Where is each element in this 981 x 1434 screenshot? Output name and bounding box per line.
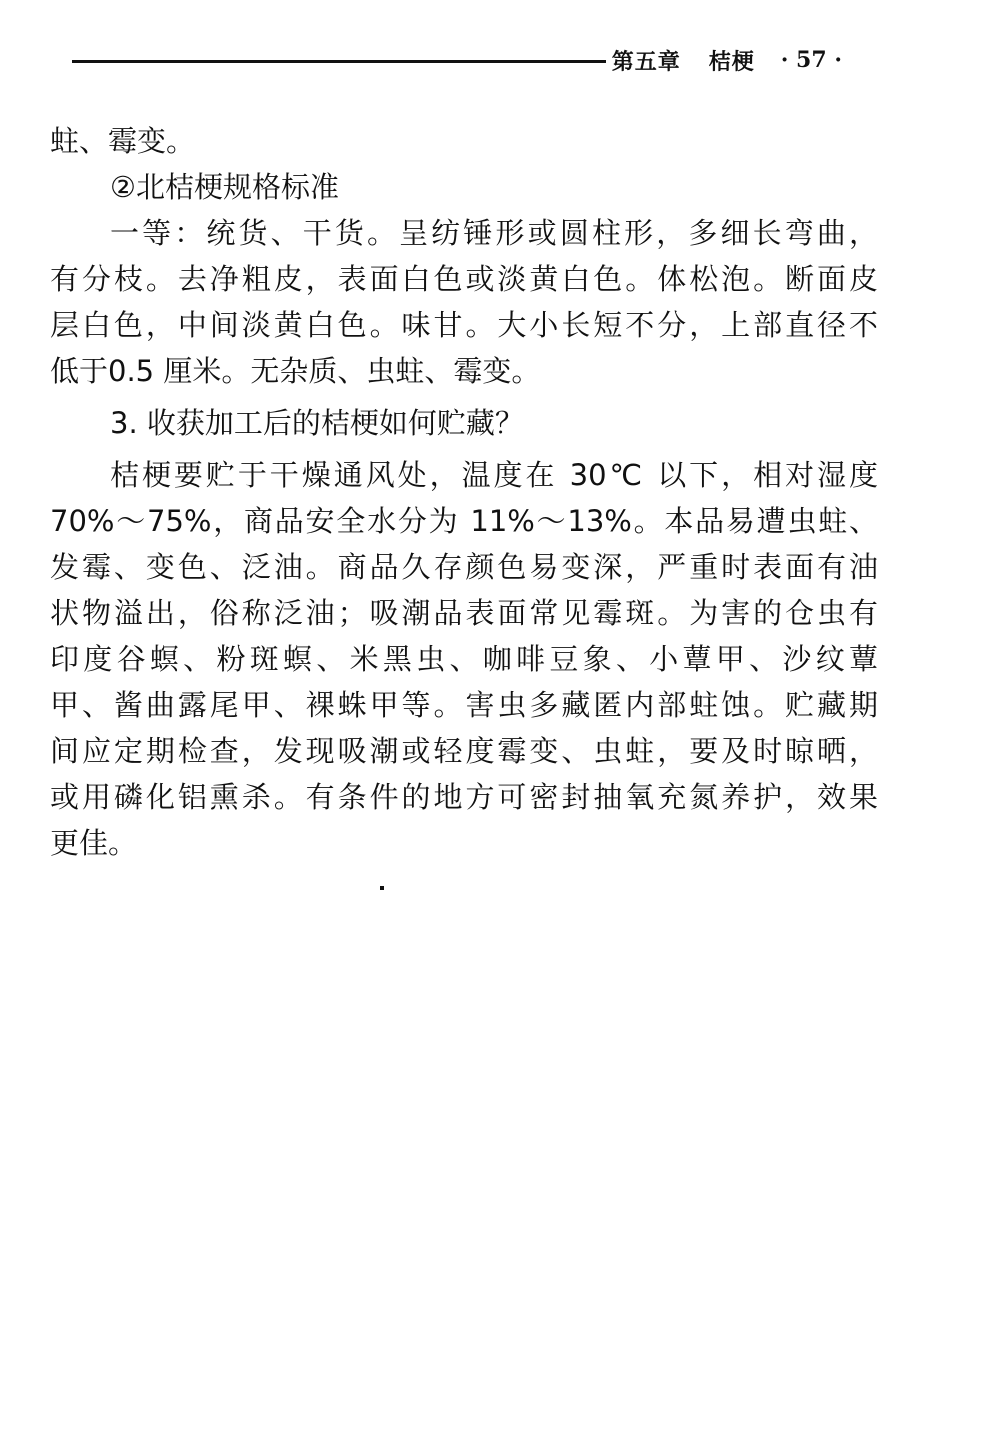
body-line: 70%～75%，商品安全水分为 11%～13%。本品易遭虫蛀、	[50, 504, 878, 538]
body-line: 或用磷化铝熏杀。有条件的地方可密封抽氧充氮养护，效果	[50, 780, 878, 814]
body-line: 一等：统货、干货。呈纺锤形或圆柱形，多细长弯曲，	[110, 216, 878, 250]
chapter-label: 第五章	[611, 48, 681, 75]
body-line: 桔梗要贮于干燥通风处，温度在 30℃ 以下，相对湿度	[110, 458, 878, 492]
header-rule	[72, 60, 606, 63]
body-line: 发霉、变色、泛油。商品久存颜色易变深，严重时表面有油	[50, 550, 878, 584]
body-line: 蛀、霉变。	[50, 124, 196, 158]
scan-speck	[380, 886, 384, 890]
body-line: 甲、酱曲露尾甲、裸蛛甲等。害虫多藏匿内部蛀蚀。贮藏期	[50, 688, 878, 722]
body-line: 状物溢出，俗称泛油；吸潮品表面常见霉斑。为害的仓虫有	[50, 596, 878, 630]
body-line: 低于0.5 厘米。无杂质、虫蛀、霉变。	[50, 354, 541, 388]
page-body	[50, 118, 878, 866]
body-line: 有分枝。去净粗皮，表面白色或淡黄白色。体松泡。断面皮	[50, 262, 878, 296]
page-number: · 57 ·	[780, 47, 842, 73]
body-line: 印度谷螟、粉斑螟、米黑虫、咖啡豆象、小蕈甲、沙纹蕈	[50, 642, 878, 676]
paragraph-storage	[50, 452, 878, 866]
body-line: 更佳。	[50, 826, 138, 860]
body-line: 间应定期检查，发现吸潮或轻度霉变、虫蛀，要及时晾晒，	[50, 734, 878, 768]
chapter-title: 桔梗	[708, 48, 755, 75]
section-heading-storage: 3. 收获加工后的桔梗如何贮藏？	[110, 406, 524, 440]
running-header	[72, 40, 842, 80]
paragraph-grade	[50, 210, 878, 394]
subheading-spec-standard: ②北桔梗规格标准	[110, 170, 339, 204]
body-line: 层白色，中间淡黄白色。味甘。大小长短不分，上部直径不	[50, 308, 878, 342]
